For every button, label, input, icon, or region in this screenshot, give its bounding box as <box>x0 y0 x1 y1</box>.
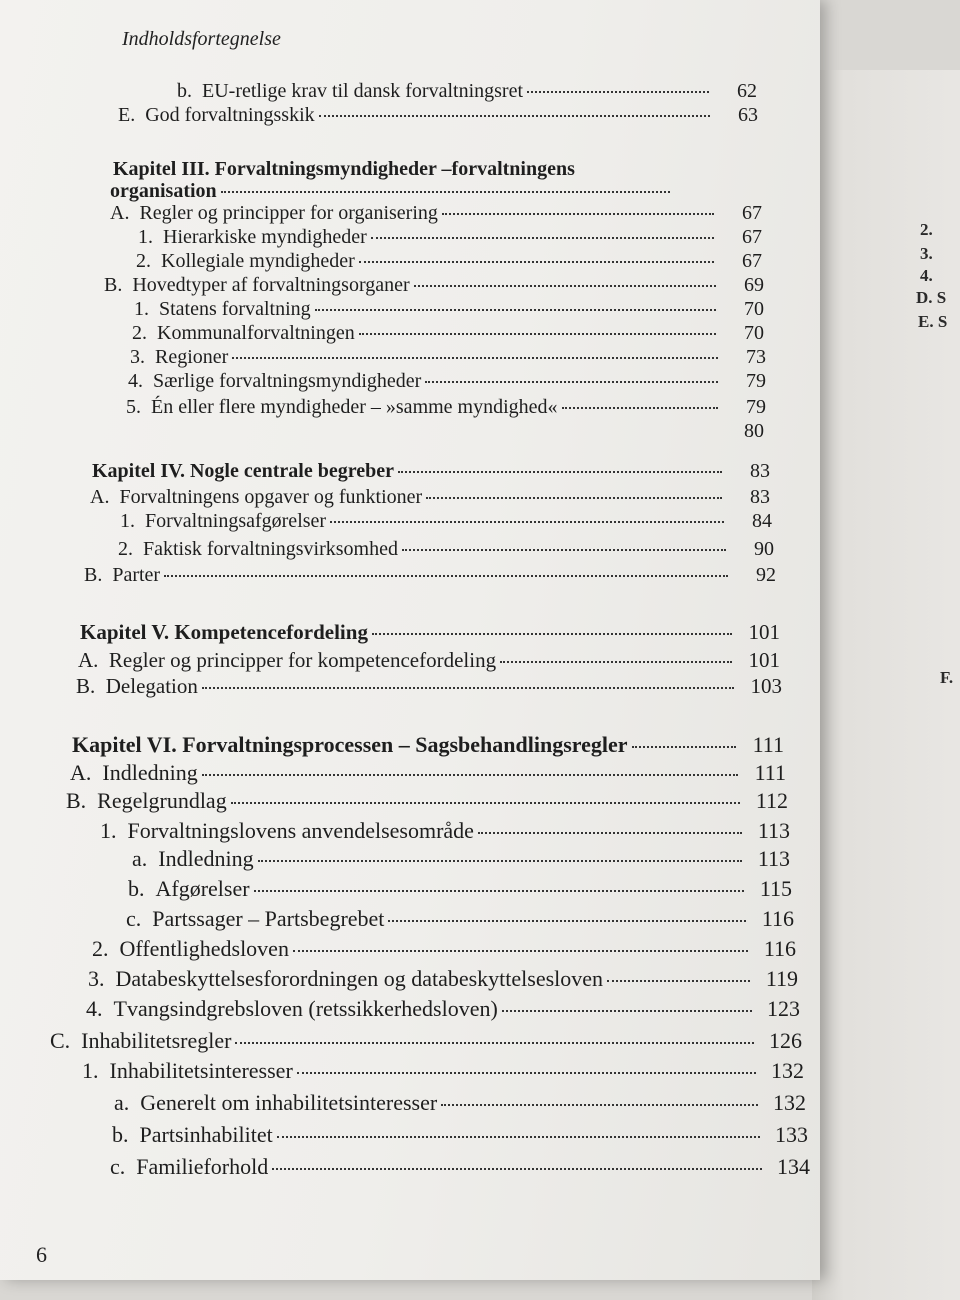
toc-label: 2. Kommunalforvaltningen <box>132 322 355 344</box>
toc-entry <box>86 996 800 1022</box>
toc-label: Kapitel IV. Nogle centrale begreber <box>92 460 394 482</box>
next-page-fragment: F. <box>940 668 954 687</box>
toc-page-number: 111 <box>754 760 786 785</box>
toc-label: A. Indledning <box>70 760 198 785</box>
toc-label: b. EU-retlige krav til dansk forvaltningsret <box>177 80 524 102</box>
toc-label: Kapitel V. Kompetencefordeling <box>80 620 368 644</box>
toc-entry <box>136 250 762 273</box>
toc-label: A. Regler og principper for kompetencefordeling <box>78 648 497 672</box>
toc-entry <box>138 226 762 249</box>
toc-entry <box>118 538 774 561</box>
toc-entry <box>134 298 764 321</box>
chapter-heading <box>80 620 780 645</box>
toc-page-number: 116 <box>761 906 794 931</box>
toc-leader-dots <box>372 633 732 635</box>
toc-page-number: 103 <box>750 674 782 698</box>
toc-entry-continued <box>720 420 768 443</box>
chapter-heading <box>72 732 784 758</box>
toc-page-number: 67 <box>742 250 762 272</box>
toc-leader-dots <box>277 1136 760 1138</box>
toc-page-number: 79 <box>746 370 766 392</box>
toc-page-number: 63 <box>738 104 758 126</box>
toc-entry <box>126 396 766 419</box>
toc-entry <box>78 648 780 673</box>
toc-leader-dots <box>164 575 728 577</box>
toc-entry <box>110 1154 810 1180</box>
toc-page-number: 70 <box>744 322 764 344</box>
toc-entry <box>128 370 766 393</box>
toc-label: B. Regelgrundlag <box>66 788 227 813</box>
toc-entry <box>112 1122 808 1148</box>
toc-label: 2. Kollegiale myndigheder <box>136 250 355 272</box>
toc-entry <box>128 876 792 902</box>
toc-leader-dots <box>293 950 748 952</box>
toc-entry <box>76 674 782 699</box>
toc-leader-dots <box>398 471 722 473</box>
toc-leader-dots <box>202 774 738 776</box>
toc-label: 1. Forvaltningslovens anvendelsesområde <box>100 818 474 843</box>
toc-leader-dots <box>442 213 714 215</box>
toc-page-number: 80 <box>744 420 764 442</box>
toc-label: a. Generelt om inhabilitetsinteresser <box>114 1090 438 1115</box>
toc-label: 4. Særlige forvaltningsmyndigheder <box>128 370 422 392</box>
toc-label: b. Afgørelser <box>128 876 250 901</box>
toc-label: b. Partsinhabilitet <box>112 1122 273 1147</box>
toc-leader-dots <box>527 91 709 93</box>
toc-leader-dots <box>330 521 724 523</box>
toc-label: c. Partssager – Partsbegrebet <box>126 906 385 931</box>
toc-page-number: 113 <box>757 818 790 843</box>
toc-label: 2. Faktisk forvaltningsvirksomhed <box>118 538 398 560</box>
toc-entry <box>66 788 788 814</box>
toc-page-number: 113 <box>757 846 790 871</box>
adjacent-page <box>812 70 960 1300</box>
toc-leader-dots <box>425 381 718 383</box>
toc-page-number: 67 <box>742 226 762 248</box>
toc-leader-dots <box>315 309 716 311</box>
toc-entry <box>132 322 764 345</box>
toc-label: C. Inhabilitetsregler <box>50 1028 232 1053</box>
toc-page-number: 90 <box>754 538 774 560</box>
toc-label: 4. Tvangsindgrebsloven (retssikkerhedsloven) <box>86 996 498 1021</box>
toc-label: a. Indledning <box>132 846 254 871</box>
chapter-heading <box>113 158 713 181</box>
toc-leader-dots <box>402 549 726 551</box>
toc-entry <box>110 202 762 225</box>
toc-label: 3. Databeskyttelsesforordningen og databeskyttelsesloven <box>88 966 604 991</box>
toc-page-number: 132 <box>771 1058 804 1083</box>
toc-leader-dots <box>478 832 742 834</box>
page-number: 6 <box>36 1242 47 1267</box>
toc-label: Kapitel III. Forvaltningsmyndigheder –forvaltningens <box>113 158 575 180</box>
toc-page-number: 132 <box>773 1090 806 1115</box>
toc-page-number: 84 <box>752 510 772 532</box>
toc-label: B. Delegation <box>76 674 198 698</box>
toc-page-number: 79 <box>746 396 766 418</box>
toc-entry <box>118 104 758 127</box>
toc-label: 5. Én eller flere myndigheder – »samme myndighed« <box>126 396 558 418</box>
toc-label: A. Forvaltningens opgaver og funktioner <box>90 486 423 508</box>
toc-leader-dots <box>359 333 716 335</box>
toc-label: B. Hovedtyper af forvaltningsorganer <box>104 274 410 296</box>
toc-entry <box>90 486 770 509</box>
next-page-fragment: 2. <box>920 220 933 239</box>
toc-leader-dots <box>502 1010 752 1012</box>
toc-entry <box>132 846 790 872</box>
toc-page-number: 119 <box>765 966 798 991</box>
toc-leader-dots <box>607 980 750 982</box>
toc-page-number: 111 <box>752 732 784 757</box>
toc-leader-dots <box>221 191 670 193</box>
running-header: Indholdsfortegnelse <box>122 28 281 50</box>
toc-page-number: 92 <box>756 564 776 586</box>
toc-page-number: 112 <box>755 788 788 813</box>
toc-leader-dots <box>441 1104 758 1106</box>
toc-leader-dots <box>414 285 716 287</box>
toc-page-number: 133 <box>775 1122 808 1147</box>
toc-entry <box>50 1028 802 1054</box>
toc-leader-dots <box>235 1042 754 1044</box>
toc-entry <box>114 1090 806 1116</box>
toc-leader-dots <box>562 407 718 409</box>
toc-leader-dots <box>258 860 742 862</box>
next-page-fragment: 4. <box>920 266 933 285</box>
toc-label: 1. Statens forvaltning <box>134 298 311 320</box>
toc-label: c. Familieforhold <box>110 1154 269 1179</box>
toc-label: Kapitel VI. Forvaltningsprocessen – Sagsbehandlingsregler <box>72 732 628 757</box>
toc-leader-dots <box>254 890 744 892</box>
toc-entry <box>84 564 776 587</box>
toc-leader-dots <box>232 357 718 359</box>
chapter-heading <box>92 460 770 483</box>
toc-leader-dots <box>632 746 736 748</box>
toc-page-number: 101 <box>748 648 780 672</box>
toc-page-number: 101 <box>748 620 780 644</box>
toc-leader-dots <box>202 687 734 689</box>
toc-page-number: 116 <box>763 936 796 961</box>
chapter-heading <box>110 180 718 203</box>
toc-entry <box>92 936 796 962</box>
toc-entry <box>70 760 786 786</box>
toc-label: organisation <box>110 180 217 202</box>
toc-entry <box>100 818 790 844</box>
toc-entry <box>177 80 757 103</box>
toc-entry <box>82 1058 804 1084</box>
next-page-fragment: E. S <box>918 312 948 331</box>
toc-leader-dots <box>272 1168 762 1170</box>
toc-entry <box>130 346 766 369</box>
toc-page-number: 123 <box>767 996 800 1021</box>
toc-page-number: 83 <box>750 460 770 482</box>
toc-leader-dots <box>388 920 746 922</box>
toc-leader-dots <box>426 497 722 499</box>
toc-leader-dots <box>297 1072 756 1074</box>
toc-leader-dots <box>319 115 710 117</box>
toc-entry <box>88 966 798 992</box>
toc-entry <box>120 510 772 533</box>
toc-label: B. Parter <box>84 564 161 586</box>
toc-label: 3. Regioner <box>130 346 229 368</box>
toc-page-number: 69 <box>744 274 764 296</box>
toc-label: 1. Inhabilitetsinteresser <box>82 1058 293 1083</box>
toc-entry <box>126 906 794 932</box>
toc-leader-dots <box>371 237 714 239</box>
toc-page-number: 83 <box>750 486 770 508</box>
toc-entry <box>104 274 764 297</box>
toc-page-number: 126 <box>769 1028 802 1053</box>
toc-page-number: 70 <box>744 298 764 320</box>
toc-page-number: 67 <box>742 202 762 224</box>
toc-label: A. Regler og principper for organisering <box>110 202 438 224</box>
next-page-fragment: D. S <box>916 288 947 307</box>
toc-label: 1. Forvaltningsafgørelser <box>120 510 327 532</box>
toc-label: 1. Hierarkiske myndigheder <box>138 226 367 248</box>
next-page-fragment: 3. <box>920 244 933 263</box>
toc-leader-dots <box>500 661 732 663</box>
toc-page-number: 115 <box>759 876 792 901</box>
toc-page-number: 73 <box>746 346 766 368</box>
toc-leader-dots <box>359 261 714 263</box>
toc-page-number: 62 <box>737 80 757 102</box>
toc-page-number: 134 <box>777 1154 810 1179</box>
toc-label: E. God forvaltningsskik <box>118 104 315 126</box>
toc-leader-dots <box>231 802 740 804</box>
toc-label: 2. Offentlighedsloven <box>92 936 289 961</box>
